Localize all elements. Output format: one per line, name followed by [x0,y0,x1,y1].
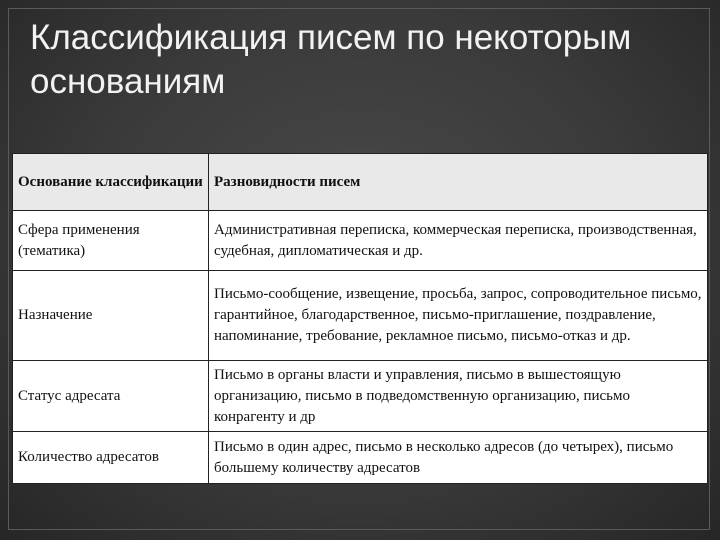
row-basis: Сфера применения (тематика) [13,211,209,271]
table-row [13,432,708,484]
row-types: Письмо в один адрес, письмо в несколько адресов (до четырех), письмо большему количеству адресатов [209,432,708,484]
row-types: Письмо в органы власти и управления, письмо в вышестоящую организацию, письмо в подведомственную организацию, письмо конрагенту и др [209,361,708,432]
classification-table [12,153,708,484]
row-basis: Назначение [13,271,209,361]
table-row [13,211,708,271]
row-basis: Статус адресата [13,361,209,432]
row-types: Административная переписка, коммерческая переписка, производственная, судебная, дипломатическая и др. [209,211,708,271]
header-types: Разновидности писем [209,154,708,211]
row-basis: Количество адресатов [13,432,209,484]
header-basis: Основание классификации [13,154,209,211]
table-row [13,271,708,361]
table-row [13,361,708,432]
table-header-row [13,154,708,211]
slide-title: Классификация писем по некоторым основаниям [30,18,632,101]
row-types: Письмо-сообщение, извещение, просьба, запрос, сопроводительное письмо, гарантийное, благодарственное, письмо-приглашение, поздравление, напоминание, требование, рекламное письмо, письмо-отказ и др. [209,271,708,361]
